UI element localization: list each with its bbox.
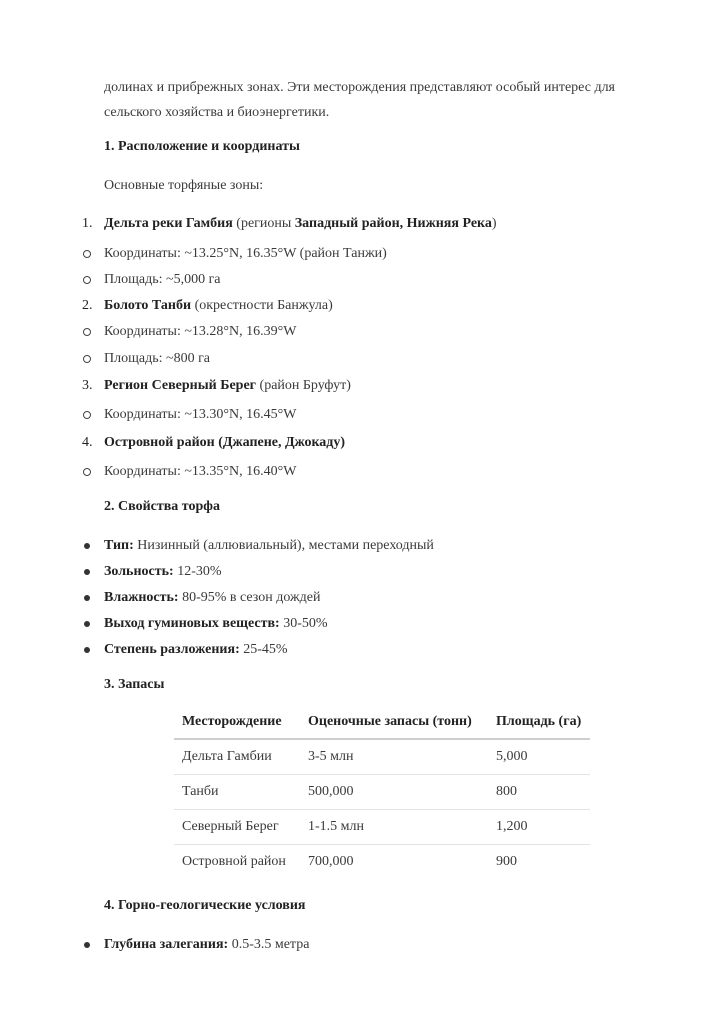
table-row: [174, 810, 590, 845]
hollow-bullet-icon: [83, 355, 91, 363]
hollow-bullet-icon: [83, 468, 91, 476]
list-item-text: (район Бруфут): [256, 378, 351, 393]
table-cell: 1-1.5 млн: [300, 810, 488, 845]
bullet-icon: [84, 647, 90, 653]
table-cell: Танби: [174, 775, 300, 810]
property-item: [104, 563, 222, 581]
sub-item: Площадь: ~800 га: [104, 351, 211, 366]
section-2-heading: 2. Свойства торфа: [104, 499, 220, 514]
sub-item: Координаты: ~13.25°N, 16.35°W (район Танжи): [104, 246, 387, 261]
table-cell: 3-5 млн: [300, 739, 488, 775]
sub-item: Координаты: ~13.28°N, 16.39°W: [104, 324, 297, 339]
hollow-bullet-icon: [83, 411, 91, 419]
sub-item: Площадь: ~5,000 га: [104, 272, 221, 287]
bullet-icon: [84, 543, 90, 549]
hollow-bullet-icon: [83, 250, 91, 258]
list-item-text: ): [491, 216, 497, 231]
table-row: [174, 775, 590, 810]
property-value: 25-45%: [239, 642, 288, 657]
list-item-text: (регионы: [232, 216, 295, 231]
bullet-icon: [84, 595, 90, 601]
section-3-heading: 3. Запасы: [104, 677, 165, 692]
bullet-icon: [84, 942, 90, 948]
table-header-row: [174, 706, 590, 739]
bullet-icon: [84, 621, 90, 627]
list-item-regions: Западный район, Нижняя Река: [294, 216, 492, 231]
sub-item: Координаты: ~13.30°N, 16.45°W: [104, 407, 297, 422]
section-1-heading: 1. Расположение и координаты: [104, 139, 300, 154]
table-row: [174, 845, 590, 880]
property-value: Низинный (аллювиальный), местами переходный: [133, 538, 434, 553]
property-item: [104, 589, 321, 607]
column-header: Оценочные запасы (тонн): [300, 706, 488, 739]
table-cell: 1,200: [488, 810, 590, 845]
table-cell: 800: [488, 775, 590, 810]
list-item-title: Болото Танби: [104, 298, 192, 313]
table-cell: Островной район: [182, 854, 286, 869]
property-label: Глубина залегания:: [104, 937, 229, 952]
property-item: [104, 936, 309, 954]
table-cell: Дельта Гамбии: [174, 739, 300, 775]
table-cell: 500,000: [300, 775, 488, 810]
property-item: [104, 615, 328, 633]
hollow-bullet-icon: [83, 276, 91, 284]
list-item-title: Дельта реки Гамбия: [104, 216, 233, 231]
property-label: Зольность:: [104, 564, 174, 579]
table-cell: 5,000: [488, 739, 590, 775]
table-cell: 900: [496, 854, 517, 869]
property-label: Влажность:: [104, 590, 179, 605]
property-label: Тип:: [104, 538, 134, 553]
list-item: [104, 297, 333, 315]
property-item: [104, 641, 288, 659]
section-1-subheading: Основные торфяные зоны:: [104, 178, 264, 193]
property-value: 30-50%: [279, 616, 328, 631]
bullet-icon: [84, 569, 90, 575]
intro-line-1: долинах и прибрежных зонах. Эти месторождения представляют особый интерес для: [104, 80, 615, 95]
property-value: 12-30%: [173, 564, 222, 579]
section-4-heading: 4. Горно-геологические условия: [104, 898, 306, 913]
property-item: [104, 537, 434, 555]
list-number: 2.: [82, 298, 93, 313]
list-number: 4.: [82, 435, 93, 450]
column-header: Площадь (га): [488, 706, 590, 739]
sub-item: Координаты: ~13.35°N, 16.40°W: [104, 464, 297, 479]
table-cell: 700,000: [308, 854, 354, 869]
list-number: 1.: [82, 216, 93, 231]
property-value: 0.5-3.5 метра: [228, 937, 310, 952]
intro-line-2: сельского хозяйства и биоэнергетики.: [104, 105, 330, 120]
hollow-bullet-icon: [83, 328, 91, 336]
property-value: 80-95% в сезон дождей: [178, 590, 321, 605]
list-item: [104, 215, 497, 233]
property-label: Выход гуминовых веществ:: [104, 616, 280, 631]
table-row: [174, 739, 590, 775]
list-number: 3.: [82, 378, 93, 393]
list-item-title: Островной район (Джапене, Джокаду): [104, 435, 346, 450]
list-item-title: Регион Северный Берег: [104, 378, 257, 393]
reserves-table: [174, 706, 590, 879]
list-item: [104, 377, 351, 395]
table-cell: Северный Берег: [174, 810, 300, 845]
list-item-text: (окрестности Банжула): [191, 298, 333, 313]
column-header: Месторождение: [174, 706, 300, 739]
property-label: Степень разложения:: [104, 642, 240, 657]
